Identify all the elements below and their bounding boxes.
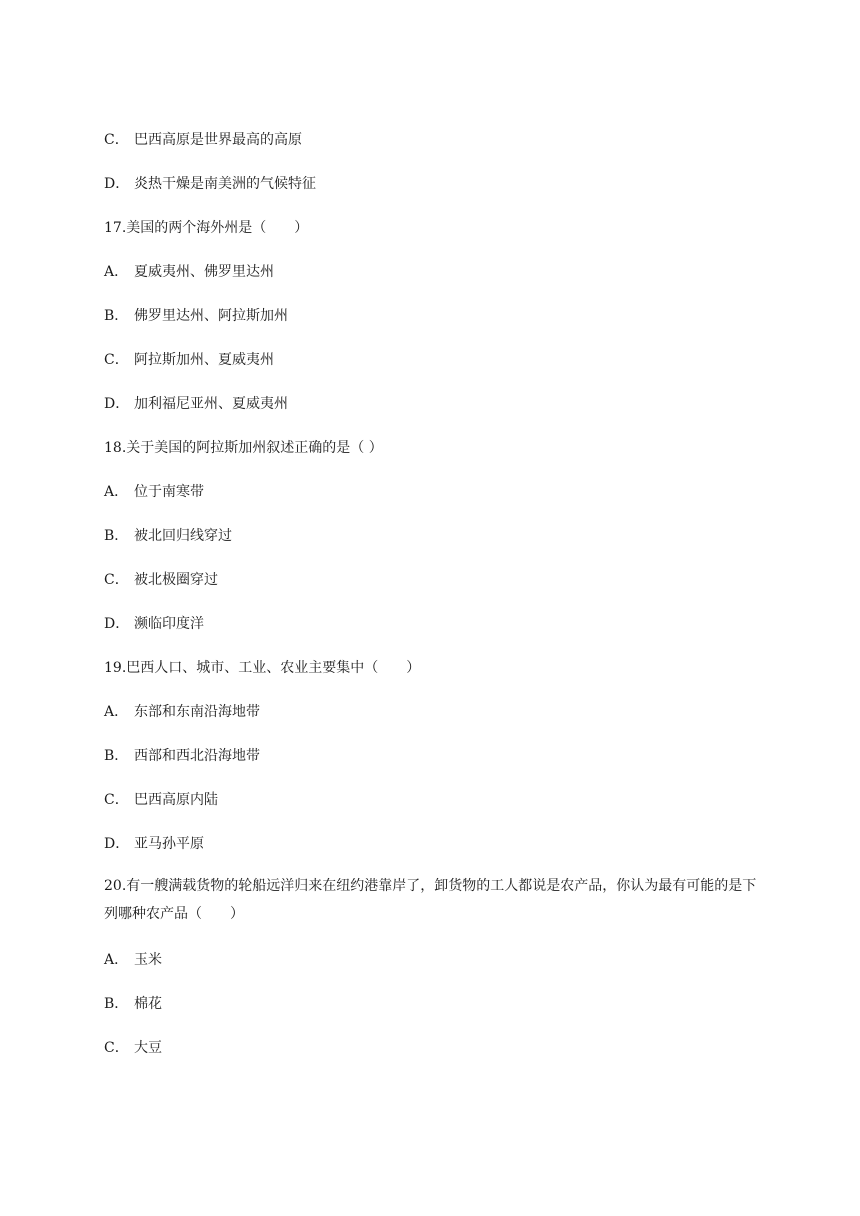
option-letter: D． [104, 176, 130, 192]
option-text: 亚马孙平原 [134, 836, 204, 852]
question-19: 19.巴西人口、城市、工业、农业主要集中（ ） [104, 660, 421, 676]
option-text: 濒临印度洋 [134, 616, 204, 632]
option-text: 佛罗里达州、阿拉斯加州 [134, 308, 288, 324]
option-text: 炎热干燥是南美洲的气候特征 [134, 176, 316, 192]
option-18-c [104, 570, 218, 590]
question-18: 18.关于美国的阿拉斯加州叙述正确的是（ ） [104, 440, 383, 456]
option-letter: A． [104, 264, 129, 280]
option-text: 位于南寒带 [134, 484, 204, 500]
option-text: 被北极圈穿过 [134, 572, 218, 588]
option-19-a [104, 702, 260, 722]
option-letter: C． [104, 1040, 129, 1056]
option-letter: B． [104, 308, 129, 324]
option-letter: C． [104, 792, 129, 808]
option-text: 西部和西北沿海地带 [134, 748, 260, 764]
option-17-a [104, 262, 274, 282]
option-16-c [104, 130, 302, 150]
option-18-d [104, 614, 204, 634]
option-text: 夏威夷州、佛罗里达州 [134, 264, 274, 280]
option-18-b [104, 526, 232, 546]
option-text: 加利福尼亚州、夏威夷州 [134, 396, 288, 412]
option-16-d [104, 174, 316, 194]
option-19-d [104, 834, 204, 854]
question-17: 17.美国的两个海外州是（ ） [104, 220, 309, 236]
option-letter: A． [104, 484, 129, 500]
option-letter: A． [104, 952, 129, 968]
option-text: 东部和东南沿海地带 [134, 704, 260, 720]
option-letter: D． [104, 616, 130, 632]
option-letter: B． [104, 528, 129, 544]
option-text: 玉米 [134, 952, 162, 968]
option-20-c [104, 1038, 162, 1058]
option-19-c [104, 790, 218, 810]
option-letter: A． [104, 704, 129, 720]
option-text: 大豆 [134, 1040, 162, 1056]
option-text: 棉花 [134, 996, 162, 1012]
option-17-d [104, 394, 288, 414]
option-letter: D． [104, 836, 130, 852]
option-text: 被北回归线穿过 [134, 528, 232, 544]
option-18-a [104, 482, 204, 502]
option-20-a [104, 950, 162, 970]
option-letter: C． [104, 132, 129, 148]
option-letter: D． [104, 396, 130, 412]
option-text: 阿拉斯加州、夏威夷州 [134, 352, 274, 368]
option-letter: B． [104, 748, 129, 764]
option-19-b [104, 746, 260, 766]
option-17-c [104, 350, 274, 370]
question-20: 20.有一艘满载货物的轮船远洋归来在纽约港靠岸了，卸货物的工人都说是农产品，你认为最有可能的是下列哪种农产品（ ） [104, 878, 757, 922]
option-letter: C． [104, 572, 129, 588]
option-text: 巴西高原内陆 [134, 792, 218, 808]
option-text: 巴西高原是世界最高的高原 [134, 132, 302, 148]
option-letter: B． [104, 996, 129, 1012]
option-20-b [104, 994, 162, 1014]
option-17-b [104, 306, 288, 326]
option-letter: C． [104, 352, 129, 368]
